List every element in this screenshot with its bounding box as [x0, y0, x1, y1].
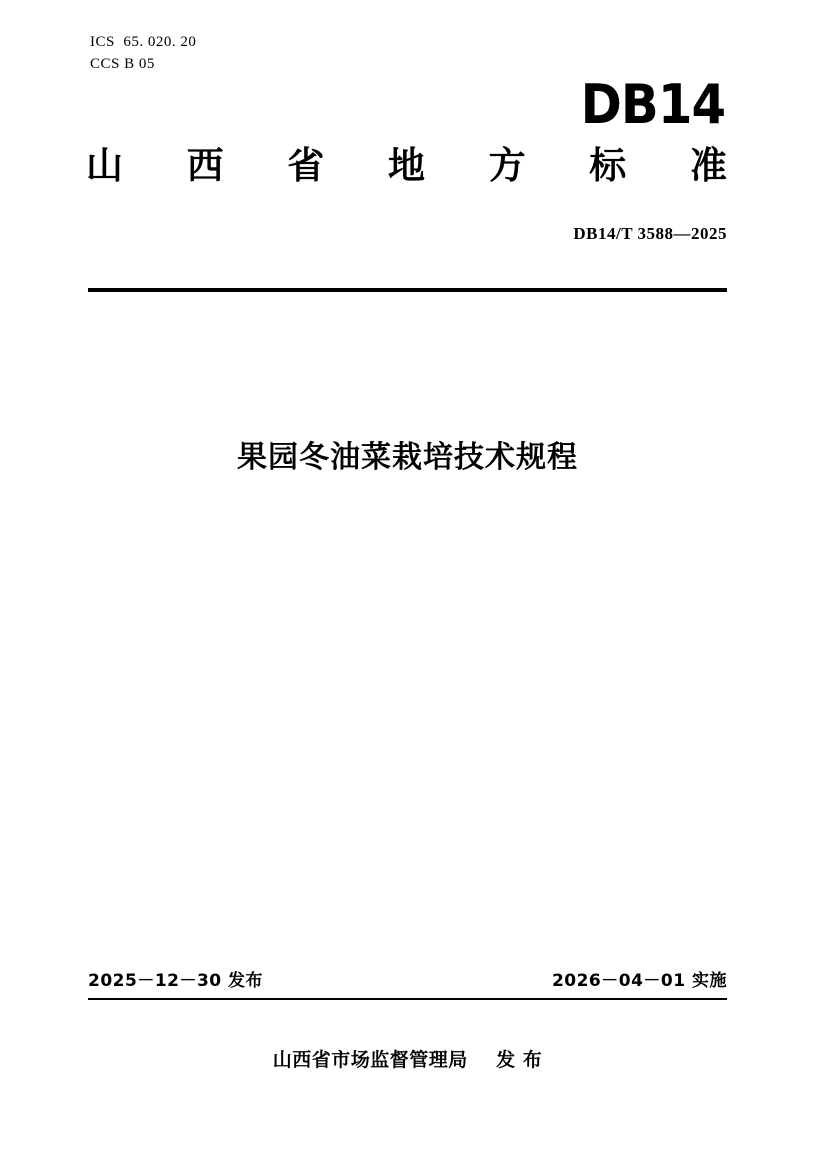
footer-divider	[88, 998, 727, 1000]
standard-number: DB14/T 3588—2025	[573, 224, 727, 243]
series-char-7: 准	[689, 144, 727, 187]
header-divider	[88, 288, 727, 292]
classification-codes	[90, 32, 196, 76]
series-char-6: 标	[589, 144, 627, 187]
date-row	[88, 966, 727, 991]
series-char-4: 地	[387, 144, 425, 187]
ics-code: ICS 65. 020. 20	[90, 34, 197, 50]
issue-date: 2025－12－30 发布	[88, 971, 264, 991]
series-char-5: 方	[488, 144, 526, 187]
page-title: 果园冬油菜栽培技术规程	[237, 440, 578, 475]
ccs-code: CCS B 05	[90, 55, 155, 72]
standard-series-title	[86, 146, 727, 187]
publisher-name: 山西省市场监督管理局 发 布	[272, 1049, 543, 1071]
series-char-2: 西	[186, 144, 224, 187]
db14-logo: DB14	[580, 73, 725, 136]
effective-date: 2026－04－01 实施	[551, 971, 727, 991]
series-char-1: 山	[86, 144, 123, 187]
series-char-3: 省	[287, 144, 325, 187]
